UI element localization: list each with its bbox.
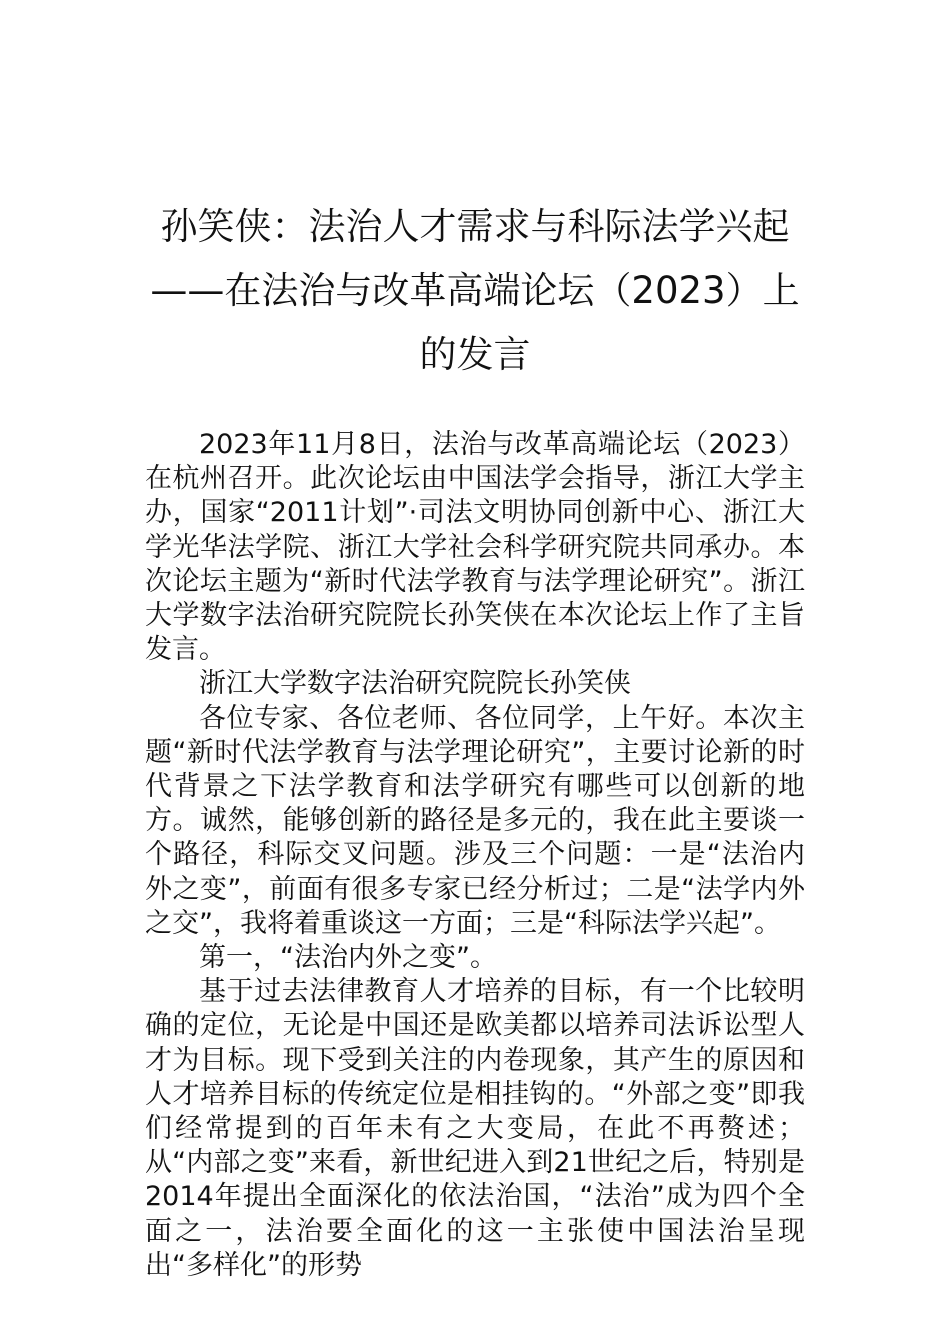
speaker-line: 浙江大学数字法治研究院院长孙笑侠 (199, 668, 631, 700)
intro-paragraph: 2023年11月8日，法治与改革高端论坛（2023）在杭州召开。此次论坛由中国法学会指导，浙江大学主办，国家“2011计划”·司法文明协同创新中心、浙江大学光华法学院、浙江大学社会科学研究院共同承办。本次论坛主题为“新时代法学教育与法学理论研究”。浙江大学数字法治研究院院长孙笑侠在本次论坛上作了主旨发言。 (145, 429, 805, 666)
document-body (145, 428, 805, 1283)
greeting-paragraph: 各位专家、各位老师、各位同学，上午好。本次主题“新时代法学教育与法学理论研究”，主要讨论新的时代背景之下法学教育和法学研究有哪些可以创新的地方。诚然，能够创新的路径是多元的，我在此主要谈一个路径，科际交叉问题。涉及三个问题：一是“法治内外之变”，前面有很多专家已经分析过；二是“法学内外之交”，我将着重谈这一方面；三是“科际法学兴起”。 (145, 702, 805, 939)
document-title: 孙笑侠：法治人才需求与科际法学兴起——在法治与改革高端论坛（2023）上的发言 (150, 205, 800, 376)
section-heading: 第一，“法治内外之变”。 (199, 942, 497, 974)
body-paragraph: 基于过去法律教育人才培养的目标，有一个比较明确的定位，无论是中国还是欧美都以培养司法诉讼型人才为目标。现下受到关注的内卷现象，其产生的原因和人才培养目标的传统定位是相挂钩的。“外部之变”即我们经常提到的百年未有之大变局，在此不再赘述；从“内部之变”来看，新世纪进入到21世纪之后，特别是2014年提出全面深化的依法治国，“法治”成为四个全面之一，法治要全面化的这一主张使中国法治呈现出“多样化”的形势 (145, 976, 805, 1281)
